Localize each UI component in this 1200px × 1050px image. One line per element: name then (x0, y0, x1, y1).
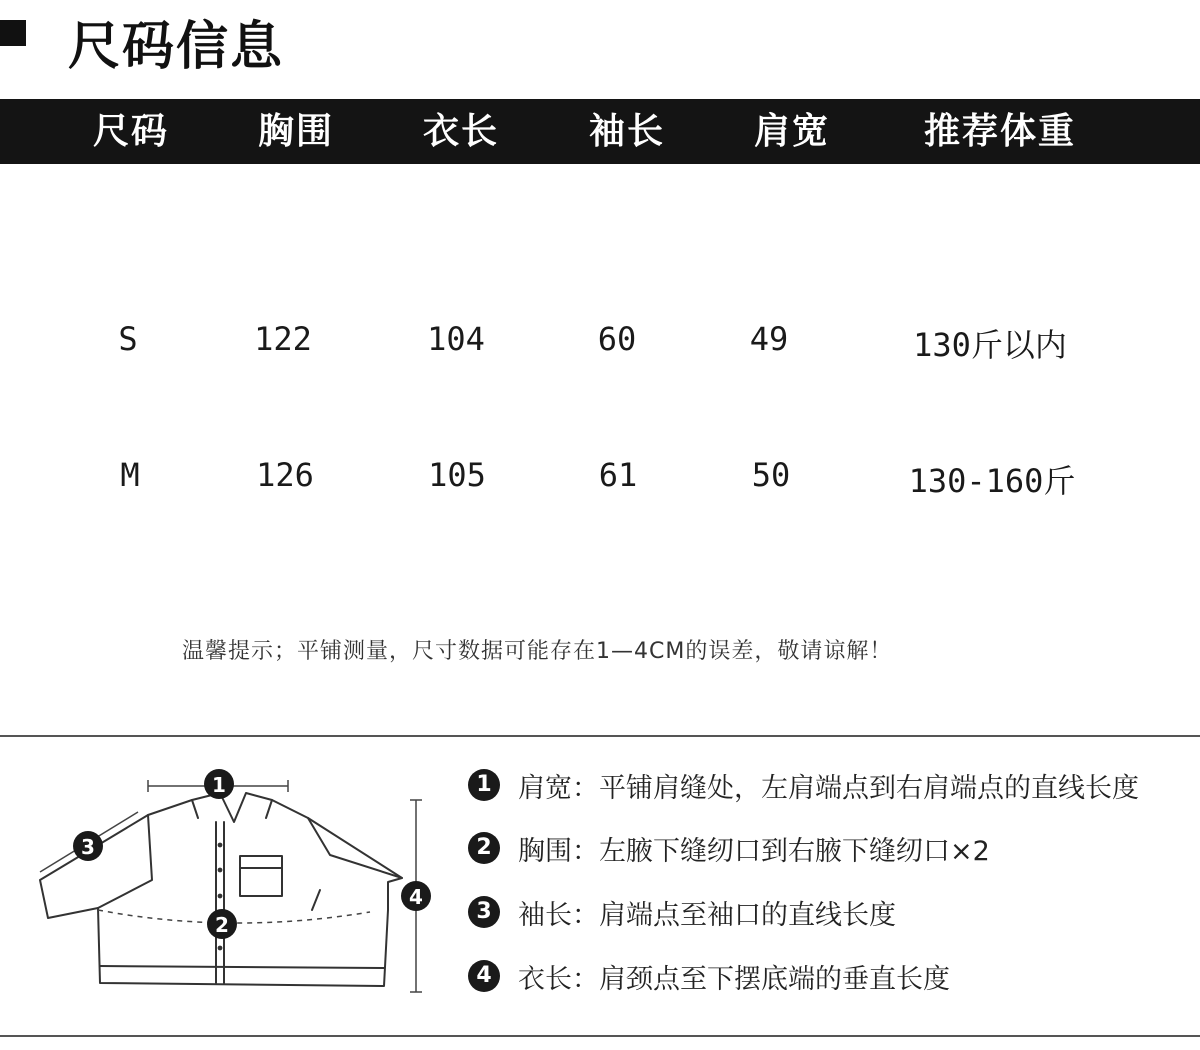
cell-size: M (120, 456, 140, 494)
cell-size: S (118, 320, 138, 358)
legend-number-badge: 3 (468, 896, 500, 928)
marker-1-label: 1 (212, 773, 226, 797)
header-sleeve: 袖长 (588, 111, 666, 152)
page-title: 尺码信息 (68, 17, 285, 77)
cell-weight: 130斤以内 (913, 326, 1067, 364)
legend-text: 袖长：肩端点至袖口的直线长度 (518, 899, 896, 931)
cell-chest: 122 (254, 320, 312, 358)
marker-3-label: 3 (81, 835, 95, 859)
header-weight: 推荐体重 (923, 111, 1077, 152)
cell-sleeve: 61 (598, 456, 638, 494)
marker-2-icon (207, 909, 237, 939)
legend-item-sleeve (468, 892, 896, 932)
cell-shoulder: 50 (751, 456, 791, 494)
legend-number-badge: 2 (468, 832, 500, 864)
header-size: 尺码 (92, 111, 170, 152)
legend-item-length (468, 956, 950, 996)
legend-text: 肩宽：平铺肩缝处，左肩端点到右肩端点的直线长度 (518, 772, 1139, 804)
marker-3-icon (73, 831, 103, 861)
legend-number-badge: 4 (468, 960, 500, 992)
jacket-diagram (20, 760, 450, 1020)
legend-item-chest (468, 828, 990, 868)
marker-4-label: 4 (409, 885, 423, 909)
cell-shoulder: 49 (749, 320, 789, 358)
legend-number-badge: 1 (468, 769, 500, 801)
marker-2-label: 2 (215, 913, 229, 937)
marker-1-icon (204, 769, 234, 799)
header-chest: 胸围 (257, 111, 335, 152)
title-square-icon (0, 20, 26, 46)
table-header (0, 99, 1200, 164)
legend-text: 衣长：肩颈点至下摆底端的垂直长度 (518, 963, 950, 995)
header-length: 衣长 (422, 111, 500, 152)
cell-length: 104 (427, 320, 485, 358)
header-shoulder: 肩宽 (753, 111, 831, 152)
legend-text: 胸围：左腋下缝纫口到右腋下缝纫口×2 (518, 835, 990, 867)
cell-weight: 130-160斤 (908, 462, 1076, 500)
cell-length: 105 (428, 456, 486, 494)
marker-4-icon (401, 881, 431, 911)
cell-chest: 126 (256, 456, 314, 494)
legend-item-shoulder (468, 765, 1139, 805)
measurement-note: 温馨提示；平铺测量，尺寸数据可能存在1—4CM的误差，敬请谅解！ (182, 639, 893, 664)
cell-sleeve: 60 (597, 320, 637, 358)
